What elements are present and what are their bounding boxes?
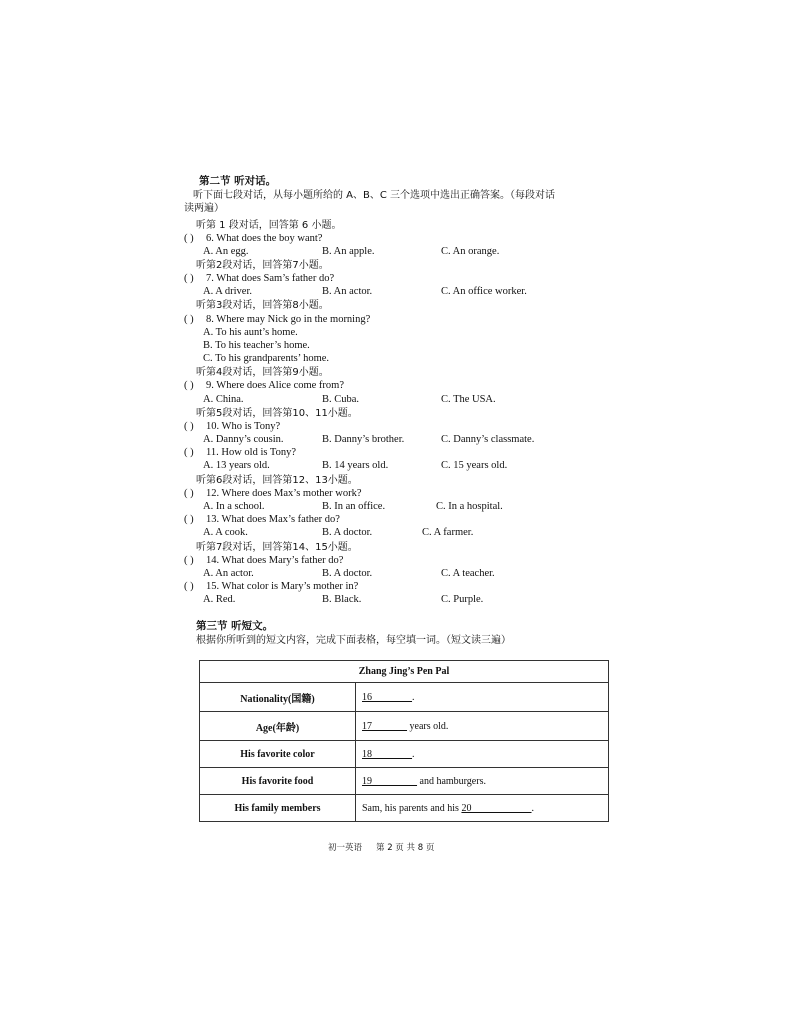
question-text: 11. How old is Tony?	[206, 447, 296, 458]
question-text: 10. Who is Tony?	[206, 421, 281, 432]
option-c: C. To his grandparents’ home.	[203, 353, 330, 364]
answer-blank[interactable]: ( )	[184, 581, 194, 592]
answer-blank[interactable]: ( )	[184, 233, 194, 244]
option-c: C. A farmer.	[422, 527, 474, 538]
section2-instruction: 听下面七段对话，从每小题所给的 A、B、C 三个选项中选出正确答案。（每段对话	[193, 190, 556, 201]
question-text: 9. Where does Alice come from?	[206, 380, 345, 391]
answer-blank[interactable]: 18________	[362, 748, 412, 760]
question-8	[0, 314, 794, 327]
question-text: 15. What color is Mary’s mother in?	[206, 581, 359, 592]
answer-blank[interactable]: 20____________	[461, 802, 532, 814]
option-b: B. Cuba.	[322, 394, 360, 405]
option-b: B. To his teacher’s home.	[203, 340, 310, 351]
blank-suffix: .	[412, 691, 415, 703]
table-row	[200, 712, 609, 741]
option-b: B. Black.	[322, 594, 362, 605]
question-text: 7. What does Sam’s father do?	[206, 273, 335, 284]
answer-blank[interactable]: ( )	[184, 447, 194, 458]
option-b: B. An actor.	[322, 286, 373, 297]
blank-suffix: years old.	[407, 720, 449, 732]
question-9-options	[0, 394, 794, 407]
question-8-option-b-row	[0, 340, 794, 353]
blank-suffix: and hamburgers.	[417, 775, 486, 787]
option-a: A. 13 years old.	[203, 460, 270, 471]
option-c: C. An office worker.	[441, 286, 527, 297]
question-8-option-a-row	[0, 327, 794, 340]
question-11-options	[0, 460, 794, 473]
answer-blank[interactable]: ( )	[184, 555, 194, 566]
row-label: Age(年龄)	[200, 712, 356, 741]
option-c: C. A teacher.	[441, 568, 495, 579]
option-c: C. The USA.	[441, 394, 496, 405]
option-c: C. In a hospital.	[436, 501, 503, 512]
blank-prefix: Sam, his parents and his	[362, 802, 462, 814]
answer-blank[interactable]: ( )	[184, 380, 194, 391]
option-b: B. Danny’s brother.	[322, 434, 405, 445]
dialogue-group-label: 听第6段对话，回答第12、13小题。	[196, 475, 358, 486]
table-row	[200, 741, 609, 768]
row-label: His family members	[200, 795, 356, 822]
question-15	[0, 581, 794, 594]
option-b: B. An apple.	[322, 246, 375, 257]
option-a: A. China.	[203, 394, 244, 405]
question-13-options	[0, 527, 794, 540]
dialogue-group-label: 听第5段对话，回答第10、11小题。	[196, 408, 358, 419]
question-12	[0, 488, 794, 501]
dialogue-group-label: 听第 1 段对话，回答第 6 小题。	[196, 220, 342, 231]
option-b: B. In an office.	[322, 501, 386, 512]
dialogue-group-label: 听第2段对话，回答第7小题。	[196, 260, 329, 271]
question-6-options	[0, 246, 794, 259]
table-row	[200, 795, 609, 822]
row-answer[interactable]	[356, 741, 609, 768]
option-c: C. 15 years old.	[441, 460, 508, 471]
option-a: A. An actor.	[203, 568, 254, 579]
option-c: C. Danny’s classmate.	[441, 434, 535, 445]
pen-pal-table	[199, 660, 609, 822]
option-a: A. In a school.	[203, 501, 265, 512]
question-14-options	[0, 568, 794, 581]
table-title-row	[200, 661, 609, 683]
row-label: Nationality(国籍)	[200, 683, 356, 712]
option-a: A. A driver.	[203, 286, 252, 297]
option-b: B. A doctor.	[322, 568, 373, 579]
option-a: A. Danny’s cousin.	[203, 434, 284, 445]
question-text: 14. What does Mary’s father do?	[206, 555, 344, 566]
section2-title: 第二节 听对话。	[199, 175, 277, 187]
row-label: His favorite color	[200, 741, 356, 768]
answer-blank[interactable]: 16________	[362, 691, 412, 703]
dialogue-group-label: 听第3段对话，回答第8小题。	[196, 300, 329, 311]
option-b: B. 14 years old.	[322, 460, 389, 471]
answer-blank[interactable]: ( )	[184, 314, 194, 325]
question-8-option-c-row	[0, 353, 794, 366]
row-answer[interactable]	[356, 768, 609, 795]
question-text: 8. Where may Nick go in the morning?	[206, 314, 371, 325]
question-10-options	[0, 434, 794, 447]
question-9	[0, 380, 794, 393]
answer-blank[interactable]: 17_______	[362, 720, 407, 732]
option-c: C. An orange.	[441, 246, 500, 257]
question-text: 6. What does the boy want?	[206, 233, 323, 244]
row-answer[interactable]	[356, 712, 609, 741]
option-a: A. An egg.	[203, 246, 249, 257]
option-c: C. Purple.	[441, 594, 484, 605]
question-15-options	[0, 594, 794, 607]
section3-title: 第三节 听短文。	[196, 620, 274, 632]
footer-subject: 初一英语	[328, 843, 363, 853]
answer-blank[interactable]: ( )	[184, 421, 194, 432]
section2-instruction-cont: 读两遍）	[184, 203, 224, 214]
question-text: 12. Where does Max’s mother work?	[206, 488, 362, 499]
question-6	[0, 233, 794, 246]
question-11	[0, 447, 794, 460]
answer-blank[interactable]: 19_________	[362, 775, 417, 787]
dialogue-group-label: 听第7段对话，回答第14、15小题。	[196, 542, 358, 553]
option-b: B. A doctor.	[322, 527, 373, 538]
question-13	[0, 514, 794, 527]
table-row	[200, 768, 609, 795]
answer-blank[interactable]: ( )	[184, 273, 194, 284]
option-a: A. To his aunt’s home.	[203, 327, 298, 338]
row-label: His favorite food	[200, 768, 356, 795]
section3-instruction: 根据你所听到的短文内容，完成下面表格，每空填一词。（短文读三遍）	[196, 635, 511, 646]
answer-blank[interactable]: ( )	[184, 514, 194, 525]
footer-page-number: 第 2 页 共 8 页	[376, 843, 435, 853]
blank-suffix: .	[412, 748, 415, 760]
table-row	[200, 683, 609, 712]
row-answer[interactable]	[356, 683, 609, 712]
question-7-options	[0, 286, 794, 299]
option-a: A. A cook.	[203, 527, 248, 538]
blank-suffix: .	[531, 802, 534, 814]
answer-blank[interactable]: ( )	[184, 488, 194, 499]
question-7	[0, 273, 794, 286]
row-answer[interactable]	[356, 795, 609, 822]
question-14	[0, 555, 794, 568]
question-text: 13. What does Max’s father do?	[206, 514, 340, 525]
question-10	[0, 421, 794, 434]
question-12-options	[0, 501, 794, 514]
table-title: Zhang Jing’s Pen Pal	[200, 661, 609, 683]
option-a: A. Red.	[203, 594, 236, 605]
dialogue-group-label: 听第4段对话，回答第9小题。	[196, 367, 329, 378]
